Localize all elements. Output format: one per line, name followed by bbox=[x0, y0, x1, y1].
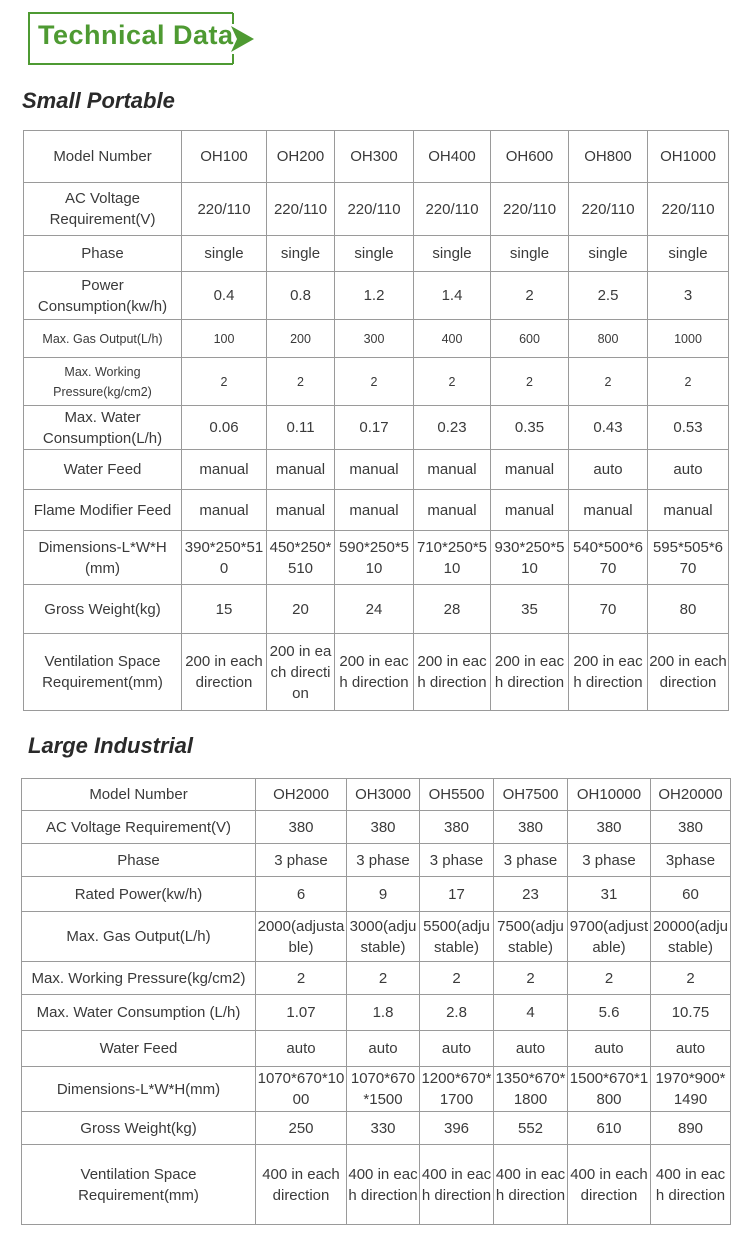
table-row bbox=[22, 1145, 731, 1225]
table-cell: 2 bbox=[491, 272, 569, 320]
table-cell: 380 bbox=[347, 811, 420, 844]
model-header: OH5500 bbox=[420, 779, 494, 811]
table-cell: manual bbox=[491, 490, 569, 531]
table-row bbox=[22, 962, 731, 995]
table-cell: 552 bbox=[494, 1112, 568, 1145]
table-cell: 220/110 bbox=[569, 183, 648, 236]
table-cell: single bbox=[335, 236, 414, 272]
table-cell: 3 phase bbox=[568, 844, 651, 877]
table-cell: 380 bbox=[651, 811, 731, 844]
model-header: OH1000 bbox=[648, 131, 729, 183]
header-row bbox=[24, 131, 729, 183]
table-cell: 200 bbox=[267, 320, 335, 358]
table-cell: 0.23 bbox=[414, 406, 491, 450]
table-cell: 1070*670*1000 bbox=[256, 1067, 347, 1112]
row-label: Gross Weight(kg) bbox=[22, 1112, 256, 1145]
table-cell: 1.2 bbox=[335, 272, 414, 320]
table-cell: 7500(adjustable) bbox=[494, 912, 568, 962]
arrow-icon bbox=[231, 26, 254, 52]
table-cell: 35 bbox=[491, 585, 569, 634]
table-cell: 2 bbox=[494, 962, 568, 995]
table-cell: 300 bbox=[335, 320, 414, 358]
table-cell: 200 in each direction bbox=[335, 634, 414, 711]
table-cell: single bbox=[648, 236, 729, 272]
table-cell: 2.8 bbox=[420, 995, 494, 1031]
model-header: OH20000 bbox=[651, 779, 731, 811]
table-cell: 9700(adjustable) bbox=[568, 912, 651, 962]
table-cell: single bbox=[491, 236, 569, 272]
table-cell: 5500(adjustable) bbox=[420, 912, 494, 962]
table-row bbox=[24, 531, 729, 585]
table-cell: 220/110 bbox=[335, 183, 414, 236]
table-cell: 400 bbox=[414, 320, 491, 358]
model-header: OH800 bbox=[569, 131, 648, 183]
row-label: Max. Working Pressure(kg/cm2) bbox=[24, 358, 182, 406]
table-row bbox=[24, 585, 729, 634]
table-cell: 5.6 bbox=[568, 995, 651, 1031]
table-cell: 0.8 bbox=[267, 272, 335, 320]
model-header: OH2000 bbox=[256, 779, 347, 811]
table-row bbox=[22, 995, 731, 1031]
table-row bbox=[22, 912, 731, 962]
large-industrial-title: Large Industrial bbox=[28, 733, 194, 758]
table-cell: 220/110 bbox=[648, 183, 729, 236]
table-cell: 2 bbox=[651, 962, 731, 995]
table-cell: 6 bbox=[256, 877, 347, 912]
table-cell: 2 bbox=[568, 962, 651, 995]
table-row bbox=[22, 1031, 731, 1067]
table-cell: 2 bbox=[491, 358, 569, 406]
table-cell: 610 bbox=[568, 1112, 651, 1145]
row-label: Water Feed bbox=[24, 450, 182, 490]
model-header: OH200 bbox=[267, 131, 335, 183]
row-label: Gross Weight(kg) bbox=[24, 585, 182, 634]
table-cell: 200 in each direction bbox=[182, 634, 267, 711]
table-cell: 20 bbox=[267, 585, 335, 634]
table-cell: 380 bbox=[256, 811, 347, 844]
table-cell: 0.11 bbox=[267, 406, 335, 450]
row-label: Max. Working Pressure(kg/cm2) bbox=[22, 962, 256, 995]
table-cell: 1.4 bbox=[414, 272, 491, 320]
table-cell: 220/110 bbox=[491, 183, 569, 236]
table-row bbox=[24, 634, 729, 711]
table-cell: 2 bbox=[256, 962, 347, 995]
table-cell: 595*505*670 bbox=[648, 531, 729, 585]
table-cell: 24 bbox=[335, 585, 414, 634]
table-cell: 890 bbox=[651, 1112, 731, 1145]
table-cell: 450*250*510 bbox=[267, 531, 335, 585]
table-cell: 2 bbox=[182, 358, 267, 406]
table-cell: 0.53 bbox=[648, 406, 729, 450]
table-cell: 2 bbox=[335, 358, 414, 406]
table-cell: 400 in each direction bbox=[494, 1145, 568, 1225]
table-cell: 800 bbox=[569, 320, 648, 358]
table-row bbox=[22, 811, 731, 844]
row-label: Dimensions-L*W*H (mm) bbox=[24, 531, 182, 585]
model-header: OH7500 bbox=[494, 779, 568, 811]
row-label: Max. Gas Output(L/h) bbox=[22, 912, 256, 962]
table-cell: 9 bbox=[347, 877, 420, 912]
table-cell: 400 in each direction bbox=[568, 1145, 651, 1225]
header-row bbox=[22, 779, 731, 811]
table-cell: 20000(adjustable) bbox=[651, 912, 731, 962]
banner-title: Technical Data bbox=[38, 20, 234, 50]
table-cell: auto bbox=[568, 1031, 651, 1067]
table-cell: 1070*670*1500 bbox=[347, 1067, 420, 1112]
table-cell: 10.75 bbox=[651, 995, 731, 1031]
table-cell: manual bbox=[491, 450, 569, 490]
table-cell: 3 phase bbox=[347, 844, 420, 877]
table-cell: 0.17 bbox=[335, 406, 414, 450]
large-industrial-table bbox=[21, 778, 731, 1225]
small-portable-table bbox=[23, 130, 729, 711]
table-cell: 2000(adjustable) bbox=[256, 912, 347, 962]
table-cell: manual bbox=[648, 490, 729, 531]
table-cell: manual bbox=[569, 490, 648, 531]
table-cell: auto bbox=[347, 1031, 420, 1067]
table-cell: 4 bbox=[494, 995, 568, 1031]
table-cell: 390*250*510 bbox=[182, 531, 267, 585]
table-cell: 100 bbox=[182, 320, 267, 358]
table-cell: 2.5 bbox=[569, 272, 648, 320]
table-cell: 28 bbox=[414, 585, 491, 634]
table-cell: 1.8 bbox=[347, 995, 420, 1031]
table-cell: auto bbox=[648, 450, 729, 490]
table-cell: 2 bbox=[648, 358, 729, 406]
table-cell: 0.43 bbox=[569, 406, 648, 450]
table-cell: 0.4 bbox=[182, 272, 267, 320]
table-row bbox=[24, 272, 729, 320]
table-cell: 2 bbox=[569, 358, 648, 406]
table-cell: 200 in each direction bbox=[267, 634, 335, 711]
table-cell: manual bbox=[335, 450, 414, 490]
table-cell: 2 bbox=[347, 962, 420, 995]
table-cell: single bbox=[414, 236, 491, 272]
model-header: OH300 bbox=[335, 131, 414, 183]
table-cell: 710*250*510 bbox=[414, 531, 491, 585]
table-cell: 0.06 bbox=[182, 406, 267, 450]
row-label: Ventilation Space Requirement(mm) bbox=[24, 634, 182, 711]
table-cell: 250 bbox=[256, 1112, 347, 1145]
table-row bbox=[24, 358, 729, 406]
table-cell: 400 in each direction bbox=[651, 1145, 731, 1225]
row-label: Max. Water Consumption(L/h) bbox=[24, 406, 182, 450]
table-cell: 31 bbox=[568, 877, 651, 912]
table-cell: 400 in each direction bbox=[347, 1145, 420, 1225]
table-cell: auto bbox=[256, 1031, 347, 1067]
table-cell: 3 phase bbox=[420, 844, 494, 877]
small-portable-title: Small Portable bbox=[22, 88, 175, 113]
model-header: OH100 bbox=[182, 131, 267, 183]
table-cell: auto bbox=[569, 450, 648, 490]
table-cell: 400 in each direction bbox=[420, 1145, 494, 1225]
table-row bbox=[24, 236, 729, 272]
header-label: Model Number bbox=[24, 131, 182, 183]
table-cell: 540*500*670 bbox=[569, 531, 648, 585]
table-row bbox=[24, 490, 729, 531]
table-row bbox=[22, 844, 731, 877]
table-cell: single bbox=[569, 236, 648, 272]
table-cell: 600 bbox=[491, 320, 569, 358]
table-row bbox=[22, 1067, 731, 1112]
row-label: Max. Gas Output(L/h) bbox=[24, 320, 182, 358]
table-cell: 220/110 bbox=[414, 183, 491, 236]
row-label: AC Voltage Requirement(V) bbox=[24, 183, 182, 236]
table-cell: 200 in each direction bbox=[569, 634, 648, 711]
table-cell: 3phase bbox=[651, 844, 731, 877]
table-cell: 400 in each direction bbox=[256, 1145, 347, 1225]
table-cell: 930*250*510 bbox=[491, 531, 569, 585]
table-cell: 200 in each direction bbox=[491, 634, 569, 711]
table-cell: 17 bbox=[420, 877, 494, 912]
table-cell: manual bbox=[182, 450, 267, 490]
table-cell: 396 bbox=[420, 1112, 494, 1145]
table-cell: manual bbox=[267, 490, 335, 531]
table-cell: 3 phase bbox=[494, 844, 568, 877]
table-cell: 200 in each direction bbox=[648, 634, 729, 711]
model-header: OH400 bbox=[414, 131, 491, 183]
row-label: Ventilation Space Requirement(mm) bbox=[22, 1145, 256, 1225]
model-header: OH10000 bbox=[568, 779, 651, 811]
table-cell: manual bbox=[182, 490, 267, 531]
table-cell: 380 bbox=[568, 811, 651, 844]
table-row bbox=[24, 320, 729, 358]
table-cell: 590*250*510 bbox=[335, 531, 414, 585]
row-label: Max. Water Consumption (L/h) bbox=[22, 995, 256, 1031]
table-cell: 1970*900*1490 bbox=[651, 1067, 731, 1112]
table-cell: 330 bbox=[347, 1112, 420, 1145]
table-cell: 1000 bbox=[648, 320, 729, 358]
table-cell: auto bbox=[494, 1031, 568, 1067]
table-row bbox=[22, 877, 731, 912]
row-label: Flame Modifier Feed bbox=[24, 490, 182, 531]
table-cell: auto bbox=[420, 1031, 494, 1067]
row-label: Rated Power(kw/h) bbox=[22, 877, 256, 912]
table-row bbox=[22, 1112, 731, 1145]
table-cell: 15 bbox=[182, 585, 267, 634]
table-cell: 1500*670*1800 bbox=[568, 1067, 651, 1112]
row-label: Phase bbox=[24, 236, 182, 272]
table-cell: 3 bbox=[648, 272, 729, 320]
table-cell: manual bbox=[267, 450, 335, 490]
table-cell: 3000(adjustable) bbox=[347, 912, 420, 962]
table-cell: single bbox=[267, 236, 335, 272]
table-cell: 0.35 bbox=[491, 406, 569, 450]
row-label: Power Consumption(kw/h) bbox=[24, 272, 182, 320]
table-cell: 2 bbox=[420, 962, 494, 995]
row-label: Water Feed bbox=[22, 1031, 256, 1067]
table-cell: 60 bbox=[651, 877, 731, 912]
table-cell: 2 bbox=[267, 358, 335, 406]
table-cell: auto bbox=[651, 1031, 731, 1067]
table-cell: manual bbox=[335, 490, 414, 531]
table-cell: 80 bbox=[648, 585, 729, 634]
table-row bbox=[24, 183, 729, 236]
table-cell: 380 bbox=[420, 811, 494, 844]
table-cell: 220/110 bbox=[182, 183, 267, 236]
table-cell: 380 bbox=[494, 811, 568, 844]
table-cell: 70 bbox=[569, 585, 648, 634]
table-cell: 200 in each direction bbox=[414, 634, 491, 711]
table-cell: 3 phase bbox=[256, 844, 347, 877]
row-label: Dimensions-L*W*H(mm) bbox=[22, 1067, 256, 1112]
table-cell: 2 bbox=[414, 358, 491, 406]
technical-data-banner bbox=[28, 12, 256, 66]
table-cell: 1350*670*1800 bbox=[494, 1067, 568, 1112]
table-cell: manual bbox=[414, 450, 491, 490]
model-header: OH600 bbox=[491, 131, 569, 183]
row-label: AC Voltage Requirement(V) bbox=[22, 811, 256, 844]
table-cell: 1.07 bbox=[256, 995, 347, 1031]
table-cell: 23 bbox=[494, 877, 568, 912]
table-cell: 220/110 bbox=[267, 183, 335, 236]
table-cell: single bbox=[182, 236, 267, 272]
table-cell: 1200*670*1700 bbox=[420, 1067, 494, 1112]
table-cell: manual bbox=[414, 490, 491, 531]
row-label: Phase bbox=[22, 844, 256, 877]
table-row bbox=[24, 406, 729, 450]
header-label: Model Number bbox=[22, 779, 256, 811]
table-row bbox=[24, 450, 729, 490]
model-header: OH3000 bbox=[347, 779, 420, 811]
